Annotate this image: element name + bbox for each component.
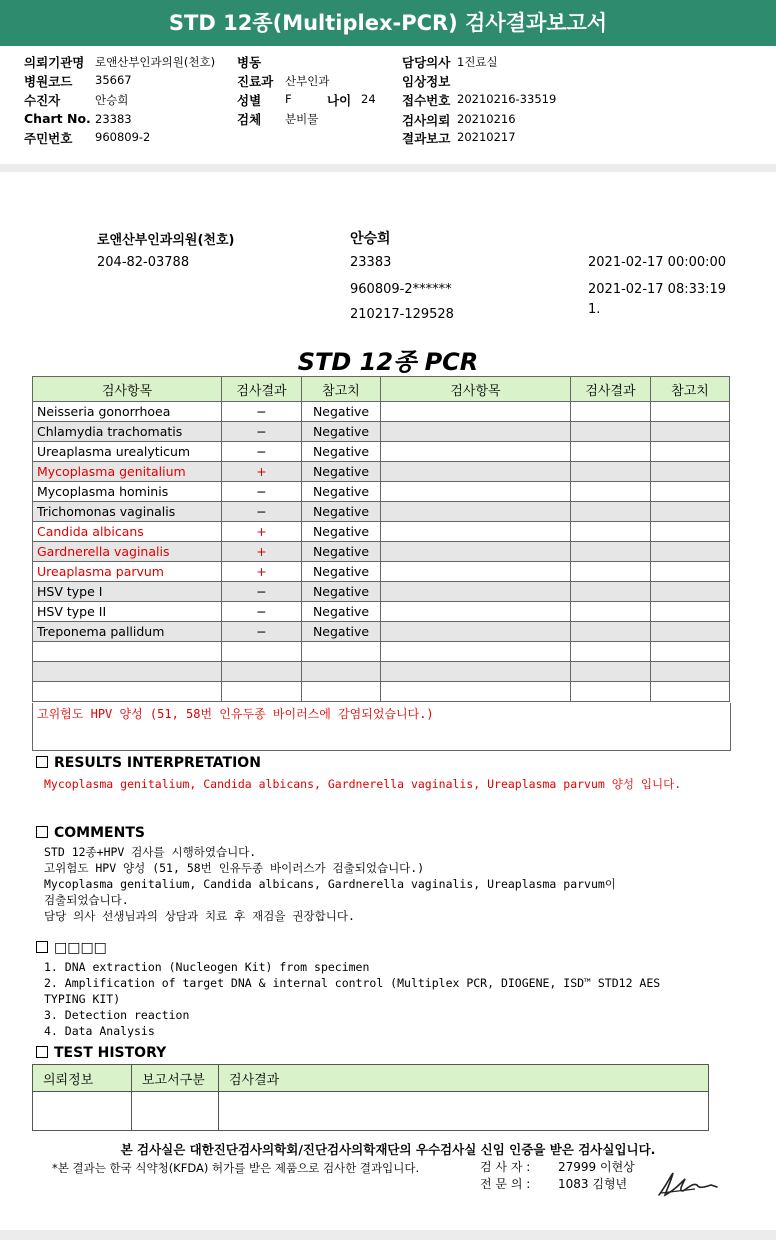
reference-cell: Negative — [302, 582, 381, 602]
empty-cell — [651, 422, 730, 442]
empty-cell — [381, 442, 571, 462]
reference-cell: Negative — [302, 502, 381, 522]
resident-value: 960809-2 — [95, 130, 151, 144]
patient-value: 안승희 — [95, 93, 129, 107]
empty-cell — [381, 462, 571, 482]
sex-label: 성별 — [237, 93, 262, 108]
table-row — [33, 522, 730, 542]
table-row — [33, 662, 730, 682]
comment-line: 담당 의사 선생님과의 상담과 치료 후 재검을 권장합니다. — [44, 909, 355, 923]
table-row — [33, 682, 730, 702]
test-item-cell: Chlamydia trachomatis — [33, 422, 222, 442]
history-title — [36, 1045, 166, 1061]
empty-cell — [381, 662, 571, 682]
test-result-cell: + — [222, 542, 302, 562]
comment-line: STD 12종+HPV 검사를 시행하였습니다. — [44, 845, 257, 859]
empty-cell — [381, 502, 571, 522]
table-row — [33, 582, 730, 602]
business-number: 204-82-03788 — [97, 255, 190, 270]
dept-value: 산부인과 — [285, 74, 330, 88]
method-title — [36, 940, 107, 956]
test-item-cell: Mycoplasma genitalium — [33, 462, 222, 482]
test-item-cell: Trichomonas vaginalis — [33, 502, 222, 522]
empty-cell — [651, 482, 730, 502]
test-item-cell: Gardnerella vaginalis — [33, 542, 222, 562]
table-row — [33, 562, 730, 582]
method-heading: □□□□ — [54, 940, 107, 956]
empty-cell — [651, 542, 730, 562]
empty-cell — [571, 582, 651, 602]
method-body — [44, 959, 660, 1039]
hospital-code-label: 병원코드 — [24, 74, 73, 89]
report-date-label: 결과보고 — [402, 131, 451, 146]
checkbox-icon — [36, 941, 48, 953]
method-line: 4. Data Analysis — [44, 1024, 155, 1038]
test-item-cell — [33, 642, 222, 662]
results-interpretation-heading: RESULTS INTERPRETATION — [54, 755, 261, 771]
results-interpretation-title — [36, 755, 261, 771]
dept-label: 진료과 — [237, 74, 274, 89]
empty-cell — [651, 642, 730, 662]
method-line: 1. DNA extraction (Nucleogen Kit) from specimen — [44, 960, 370, 974]
specialist-label: 전 문 의 : — [480, 1177, 531, 1191]
empty-cell — [651, 602, 730, 622]
comments-heading: COMMENTS — [54, 825, 145, 841]
test-result-cell: − — [222, 442, 302, 462]
empty-cell — [651, 442, 730, 462]
patient-receipt: 210217-129528 — [350, 307, 454, 322]
table-row — [33, 402, 730, 422]
empty-cell — [651, 662, 730, 682]
table-row — [33, 642, 730, 662]
age-label: 나이 — [327, 93, 352, 108]
history-header-type: 보고서구분 — [132, 1065, 219, 1092]
reference-cell — [302, 642, 381, 662]
test-item-cell: Ureaplasma urealyticum — [33, 442, 222, 462]
report-date-value: 20210217 — [457, 130, 516, 144]
receipt-value: 20210216-33519 — [457, 92, 557, 106]
empty-cell — [571, 462, 651, 482]
test-item-cell: Neisseria gonorrhoea — [33, 402, 222, 422]
test-result-cell: + — [222, 522, 302, 542]
empty-cell — [571, 622, 651, 642]
pcr-title: STD 12종 PCR — [297, 348, 479, 376]
empty-cell — [651, 582, 730, 602]
report-header — [0, 46, 776, 165]
test-item-cell: HSV type II — [33, 602, 222, 622]
empty-cell — [571, 422, 651, 442]
reference-cell: Negative — [302, 542, 381, 562]
comment-line: 검출되었습니다. — [44, 893, 129, 907]
checkbox-icon — [36, 756, 48, 768]
reference-cell: Negative — [302, 522, 381, 542]
specialist-value: 1083 김형년 — [558, 1177, 628, 1191]
empty-cell — [571, 602, 651, 622]
empty-cell — [651, 462, 730, 482]
test-item-cell: Candida albicans — [33, 522, 222, 542]
empty-cell — [571, 482, 651, 502]
empty-cell — [571, 662, 651, 682]
comment-line: Mycoplasma genitalium, Candida albicans, Gardnerella vaginalis, Ureaplasma parvum이 — [44, 877, 616, 891]
request-value: 20210216 — [457, 112, 516, 126]
test-item-cell: Mycoplasma hominis — [33, 482, 222, 502]
comments-body — [44, 844, 616, 924]
test-item-cell — [33, 662, 222, 682]
test-result-cell: − — [222, 402, 302, 422]
empty-cell — [381, 402, 571, 422]
reference-cell: Negative — [302, 482, 381, 502]
doctor-value: 1진료실 — [457, 55, 498, 69]
table-row — [33, 602, 730, 622]
kfda-note: *본 결과는 한국 식약청(KFDA) 허가를 받은 제품으로 검사한 결과입니다. — [52, 1161, 420, 1175]
empty-cell — [651, 502, 730, 522]
separator-strip — [0, 164, 776, 172]
request-label: 검사의뢰 — [402, 113, 451, 128]
reference-cell: Negative — [302, 602, 381, 622]
table-row — [33, 462, 730, 482]
empty-cell — [381, 582, 571, 602]
reference-cell: Negative — [302, 462, 381, 482]
empty-cell — [381, 482, 571, 502]
receipt-datetime: 2021-02-17 00:00:00 — [588, 255, 727, 270]
certification-note: 본 검사실은 대한진단검사의학회/진단검사의학재단의 우수검사실 신임 인증을 받은 검사실입니다. — [120, 1142, 656, 1157]
hpv-note-box — [32, 703, 731, 751]
reference-cell: Negative — [302, 442, 381, 462]
bottom-strip — [0, 1230, 776, 1240]
empty-cell — [381, 422, 571, 442]
history-cell — [33, 1092, 132, 1131]
test-result-cell — [222, 682, 302, 702]
reference-cell: Negative — [302, 402, 381, 422]
test-item-cell: Ureaplasma parvum — [33, 562, 222, 582]
test-result-cell: − — [222, 502, 302, 522]
reference-cell: Negative — [302, 562, 381, 582]
institution-label: 의뢰기관명 — [24, 55, 85, 70]
table-row — [33, 482, 730, 502]
col-header-item-2: 검사항목 — [381, 377, 571, 402]
empty-cell — [571, 682, 651, 702]
hpv-note: 고위험도 HPV 양성 (51, 58번 인유두종 바이러스에 감염되었습니다.) — [37, 707, 434, 721]
test-result-cell — [222, 662, 302, 682]
comment-line: 고위험도 HPV 양성 (51, 58번 인유두종 바이러스가 검출되었습니다.) — [44, 861, 425, 875]
col-header-ref-2: 참고치 — [651, 377, 730, 402]
age-value: 24 — [361, 92, 376, 106]
reference-cell — [302, 682, 381, 702]
empty-cell — [571, 642, 651, 662]
report-title: STD 12종(Multiplex-PCR) 검사결과보고서 — [0, 0, 776, 46]
empty-cell — [381, 562, 571, 582]
test-result-cell: − — [222, 482, 302, 502]
col-header-item: 검사항목 — [33, 377, 222, 402]
test-result-cell — [222, 642, 302, 662]
empty-cell — [651, 562, 730, 582]
test-result-cell: − — [222, 582, 302, 602]
empty-cell — [571, 502, 651, 522]
history-cell — [219, 1092, 709, 1131]
empty-cell — [651, 622, 730, 642]
resident-label: 주민번호 — [24, 131, 73, 146]
table-row — [33, 622, 730, 642]
chart-label: Chart No. — [24, 111, 91, 126]
table-row — [33, 422, 730, 442]
comments-title — [36, 825, 145, 841]
empty-cell — [381, 622, 571, 642]
clinical-label: 임상정보 — [402, 74, 451, 89]
patient-chart: 23383 — [350, 255, 392, 270]
empty-cell — [381, 642, 571, 662]
chart-value: 23383 — [95, 112, 132, 126]
report-datetime: 2021-02-17 08:33:19 — [588, 282, 727, 297]
history-header-request: 의뢰정보 — [33, 1065, 132, 1092]
specimen-value: 분비물 — [285, 112, 319, 126]
empty-cell — [381, 682, 571, 702]
sex-value: F — [285, 92, 292, 106]
checkbox-icon — [36, 826, 48, 838]
ward-label: 병동 — [237, 55, 262, 70]
reference-cell: Negative — [302, 422, 381, 442]
specimen-label: 검체 — [237, 112, 262, 127]
history-table — [32, 1064, 709, 1131]
table-row — [33, 442, 730, 462]
empty-cell — [571, 522, 651, 542]
history-heading: TEST HISTORY — [54, 1045, 167, 1061]
results-table — [32, 376, 730, 702]
tester-label: 검 사 자 : — [480, 1160, 531, 1174]
empty-cell — [571, 562, 651, 582]
empty-cell — [651, 682, 730, 702]
test-item-cell: Treponema pallidum — [33, 622, 222, 642]
patient-resident: 960809-2****** — [350, 282, 452, 297]
test-item-cell — [33, 682, 222, 702]
col-header-result-2: 검사결과 — [571, 377, 651, 402]
test-result-cell: + — [222, 462, 302, 482]
page-number: 1. — [588, 302, 601, 317]
receipt-label: 접수번호 — [402, 93, 451, 108]
empty-cell — [651, 402, 730, 422]
test-result-cell: − — [222, 622, 302, 642]
method-line: TYPING KIT) — [44, 992, 121, 1006]
signature-icon — [655, 1165, 721, 1201]
clinic-name: 로앤산부인과의원(천호) — [97, 233, 235, 248]
test-item-cell: HSV type I — [33, 582, 222, 602]
test-result-cell: − — [222, 602, 302, 622]
col-header-result: 검사결과 — [222, 377, 302, 402]
empty-cell — [571, 542, 651, 562]
hospital-code-value: 35667 — [95, 73, 132, 87]
results-interpretation-text: Mycoplasma genitalium, Candida albicans, Gardnerella vaginalis, Ureaplasma parvum 양성 입니다. — [44, 777, 682, 791]
empty-cell — [381, 522, 571, 542]
empty-cell — [571, 402, 651, 422]
history-header-result: 검사결과 — [219, 1065, 709, 1092]
empty-cell — [571, 442, 651, 462]
patient-label: 수진자 — [24, 93, 61, 108]
reference-cell: Negative — [302, 622, 381, 642]
reference-cell — [302, 662, 381, 682]
empty-cell — [381, 602, 571, 622]
patient-name: 안승희 — [350, 231, 391, 247]
col-header-ref: 참고치 — [302, 377, 381, 402]
doctor-label: 담당의사 — [402, 55, 451, 70]
checkbox-icon — [36, 1046, 48, 1058]
method-line: 3. Detection reaction — [44, 1008, 190, 1022]
tester-value: 27999 이현상 — [558, 1160, 635, 1174]
method-line: 2. Amplification of target DNA & internal control (Multiplex PCR, DIOGENE, ISD™ STD12 AES — [44, 976, 661, 990]
empty-cell — [651, 522, 730, 542]
table-row — [33, 542, 730, 562]
test-result-cell: − — [222, 422, 302, 442]
empty-cell — [381, 542, 571, 562]
test-result-cell: + — [222, 562, 302, 582]
table-row — [33, 502, 730, 522]
institution-value: 로앤산부인과의원(천호) — [95, 55, 216, 69]
history-cell — [132, 1092, 219, 1131]
